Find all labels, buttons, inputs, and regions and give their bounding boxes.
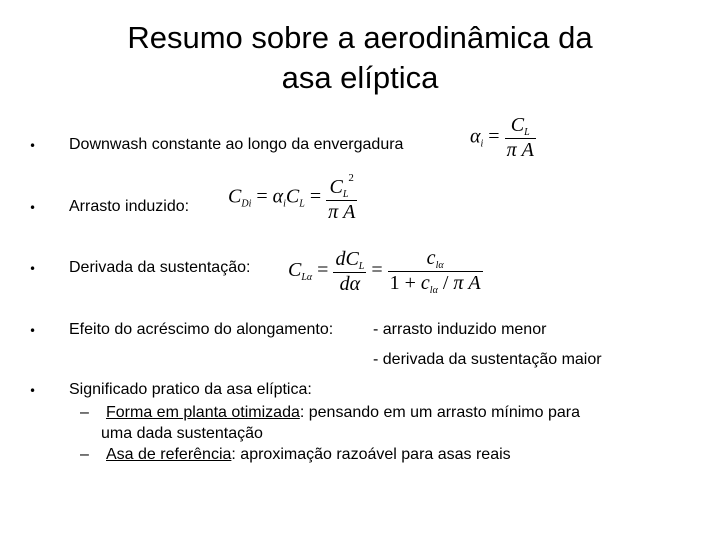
title-line-1: Resumo sobre a aerodinâmica da [127, 20, 593, 55]
induced-drag-text: Arrasto induzido: [69, 198, 190, 215]
aspect-ratio-effect-drag: - arrasto induzido menor [373, 321, 547, 338]
lift-slope-equation: $C_{L\alpha}$ = $\frac{dC_L}{d\alpha}$ = $\frac{c_{l\alpha}}{1 + c_{l\alpha} / \pi A}$ [288, 247, 481, 296]
title-line-2: asa elíptica [281, 60, 439, 95]
sub-item-planform: – Forma em planta otimizada: pensando em um arrasto mínimo para [80, 404, 580, 421]
aspect-ratio-text: Efeito do acréscimo do alongamento: [69, 321, 334, 338]
page-title [0, 18, 720, 98]
sub-item-planform-cont: uma dada sustentação [101, 425, 263, 442]
planform-label: Forma em planta otimizada [106, 404, 300, 421]
bullet-icon: • [29, 201, 37, 215]
bullet-icon: • [29, 262, 37, 276]
dash-icon: – [80, 446, 89, 463]
induced-drag-equation: $C_{Di} = \alpha_iC_L$ = $\frac{C_L^2}{\text{π A}}$ [228, 172, 356, 223]
downwash-text: Downwash constante ao longo da envergadura [69, 136, 404, 153]
practical-meaning-text: Significado pratico da asa elíptica: [69, 381, 312, 398]
lift-slope-text: Derivada da sustentação: [69, 259, 251, 276]
bullet-icon: • [29, 139, 37, 153]
reference-label: Asa de referência [106, 446, 232, 463]
sub-item-reference: – Asa de referência: aproximação razoável para asas reais [80, 446, 511, 463]
dash-icon: – [80, 404, 89, 421]
aspect-ratio-effect-slope: - derivada da sustentação maior [373, 351, 602, 368]
bullet-icon: • [29, 324, 37, 338]
downwash-equation: $\alpha_i$ = $\frac{C_L}{\text{π A}}$ [470, 114, 534, 161]
bullet-icon: • [29, 384, 37, 398]
